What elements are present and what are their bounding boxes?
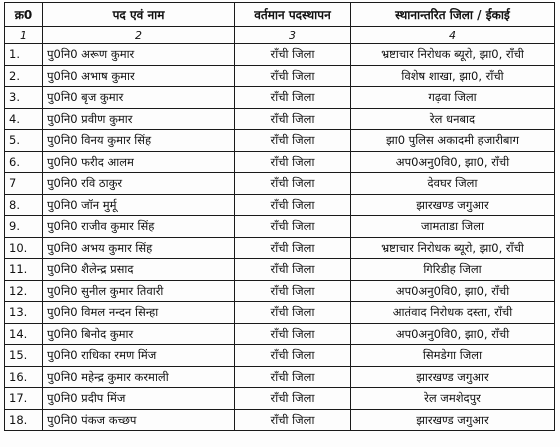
transfer-table <box>4 2 555 431</box>
officer-name-cell: पु0नि0 बृज कुमार <box>43 87 235 109</box>
header-name: पद एवं नाम <box>43 3 235 27</box>
officer-name-cell: पु0नि0 महेन्द्र कुमार करमाली <box>43 366 235 388</box>
table-row <box>5 366 555 388</box>
transferred-to-cell: देवघर जिला <box>351 173 555 195</box>
header-transferred-to: स्थानान्तरित जिला / ईकाई <box>351 3 555 27</box>
table-body <box>5 27 555 431</box>
current-posting-cell: राँची जिला <box>235 194 351 216</box>
table-row <box>5 173 555 195</box>
current-posting-cell: राँची जिला <box>235 345 351 367</box>
current-posting-cell: राँची जिला <box>235 302 351 324</box>
column-number: 2 <box>43 27 235 44</box>
table-row <box>5 409 555 431</box>
current-posting-cell: राँची जिला <box>235 409 351 431</box>
header-current-posting: वर्तमान पदस्थापन <box>235 3 351 27</box>
transferred-to-cell: अप0अनु0वि0, झा0, राँची <box>351 151 555 173</box>
current-posting-cell: राँची जिला <box>235 44 351 66</box>
column-number: 4 <box>351 27 555 44</box>
current-posting-cell: राँची जिला <box>235 108 351 130</box>
serial-number-cell: 5. <box>5 130 43 152</box>
table-row <box>5 44 555 66</box>
current-posting-cell: राँची जिला <box>235 323 351 345</box>
current-posting-cell: राँची जिला <box>235 280 351 302</box>
officer-name-cell: पु0नि0 शैलेन्द्र प्रसाद <box>43 259 235 281</box>
current-posting-cell: राँची जिला <box>235 65 351 87</box>
table-row <box>5 323 555 345</box>
transferred-to-cell: झारखण्ड जगुआर <box>351 366 555 388</box>
transferred-to-cell: भ्रष्टाचार निरोधक ब्यूरो, झा0, राँची <box>351 44 555 66</box>
column-number-row <box>5 27 555 44</box>
officer-name-cell: पु0नि0 जॉन मुर्मू <box>43 194 235 216</box>
transferred-to-cell: अप0अनु0वि0, झा0, राँची <box>351 280 555 302</box>
transferred-to-cell: रेल धनबाद <box>351 108 555 130</box>
serial-number-cell: 18. <box>5 409 43 431</box>
officer-name-cell: पु0नि0 बिनोद कुमार <box>43 323 235 345</box>
serial-number-cell: 6. <box>5 151 43 173</box>
serial-number-cell: 4. <box>5 108 43 130</box>
table-row <box>5 87 555 109</box>
transferred-to-cell: सिमडेगा जिला <box>351 345 555 367</box>
transferred-to-cell: झा0 पुलिस अकादमी हजारीबाग <box>351 130 555 152</box>
table-row <box>5 388 555 410</box>
serial-number-cell: 11. <box>5 259 43 281</box>
transferred-to-cell: आतंवाद निरोधक दस्ता, राँची <box>351 302 555 324</box>
serial-number-cell: 14. <box>5 323 43 345</box>
transferred-to-cell: रेल जमशेदपुर <box>351 388 555 410</box>
officer-name-cell: पु0नि0 रवि ठाकुर <box>43 173 235 195</box>
serial-number-cell: 2. <box>5 65 43 87</box>
serial-number-cell: 13. <box>5 302 43 324</box>
serial-number-cell: 8. <box>5 194 43 216</box>
officer-name-cell: पु0नि0 पंकज कच्छप <box>43 409 235 431</box>
officer-name-cell: पु0नि0 प्रदीप मिंज <box>43 388 235 410</box>
table-row <box>5 130 555 152</box>
officer-name-cell: पु0नि0 विनय कुमार सिंह <box>43 130 235 152</box>
transferred-to-cell: झारखण्ड जगुआर <box>351 409 555 431</box>
serial-number-cell: 16. <box>5 366 43 388</box>
table-row <box>5 237 555 259</box>
officer-name-cell: पु0नि0 सुनील कुमार तिवारी <box>43 280 235 302</box>
officer-name-cell: पु0नि0 अरूण कुमार <box>43 44 235 66</box>
serial-number-cell: 10. <box>5 237 43 259</box>
table-row <box>5 302 555 324</box>
officer-name-cell: पु0नि0 अभाष कुमार <box>43 65 235 87</box>
table-row <box>5 194 555 216</box>
table-row <box>5 345 555 367</box>
transferred-to-cell: अप0अनु0वि0, झा0, राँची <box>351 323 555 345</box>
serial-number-cell: 15. <box>5 345 43 367</box>
header-row <box>5 3 555 27</box>
officer-name-cell: पु0नि0 अभय कुमार सिंह <box>43 237 235 259</box>
table-row <box>5 108 555 130</box>
serial-number-cell: 1. <box>5 44 43 66</box>
table-row <box>5 151 555 173</box>
table-header <box>5 3 555 27</box>
transferred-to-cell: भ्रष्टाचार निरोधक ब्यूरो, झा0, राँची <box>351 237 555 259</box>
current-posting-cell: राँची जिला <box>235 216 351 238</box>
serial-number-cell: 9. <box>5 216 43 238</box>
header-sno: क्र0 <box>5 3 43 27</box>
column-number: 1 <box>5 27 43 44</box>
transferred-to-cell: गिरिडीह जिला <box>351 259 555 281</box>
current-posting-cell: राँची जिला <box>235 259 351 281</box>
transferred-to-cell: विशेष शाखा, झा0, राँची <box>351 65 555 87</box>
table-row <box>5 216 555 238</box>
transferred-to-cell: गढ़वा जिला <box>351 87 555 109</box>
transferred-to-cell: झारखण्ड जगुआर <box>351 194 555 216</box>
current-posting-cell: राँची जिला <box>235 388 351 410</box>
officer-name-cell: पु0नि0 राजीव कुमार सिंह <box>43 216 235 238</box>
current-posting-cell: राँची जिला <box>235 237 351 259</box>
current-posting-cell: राँची जिला <box>235 173 351 195</box>
officer-name-cell: पु0नि0 विमल नन्दन सिन्हा <box>43 302 235 324</box>
table-row <box>5 259 555 281</box>
current-posting-cell: राँची जिला <box>235 130 351 152</box>
serial-number-cell: 17. <box>5 388 43 410</box>
officer-name-cell: पु0नि0 राधिका रमण मिंज <box>43 345 235 367</box>
table-row <box>5 280 555 302</box>
current-posting-cell: राँची जिला <box>235 87 351 109</box>
current-posting-cell: राँची जिला <box>235 151 351 173</box>
current-posting-cell: राँची जिला <box>235 366 351 388</box>
serial-number-cell: 7 <box>5 173 43 195</box>
serial-number-cell: 3. <box>5 87 43 109</box>
officer-name-cell: पु0नि0 फरीद आलम <box>43 151 235 173</box>
column-number: 3 <box>235 27 351 44</box>
table-row <box>5 65 555 87</box>
transferred-to-cell: जामताडा जिला <box>351 216 555 238</box>
serial-number-cell: 12. <box>5 280 43 302</box>
officer-name-cell: पु0नि0 प्रवीण कुमार <box>43 108 235 130</box>
